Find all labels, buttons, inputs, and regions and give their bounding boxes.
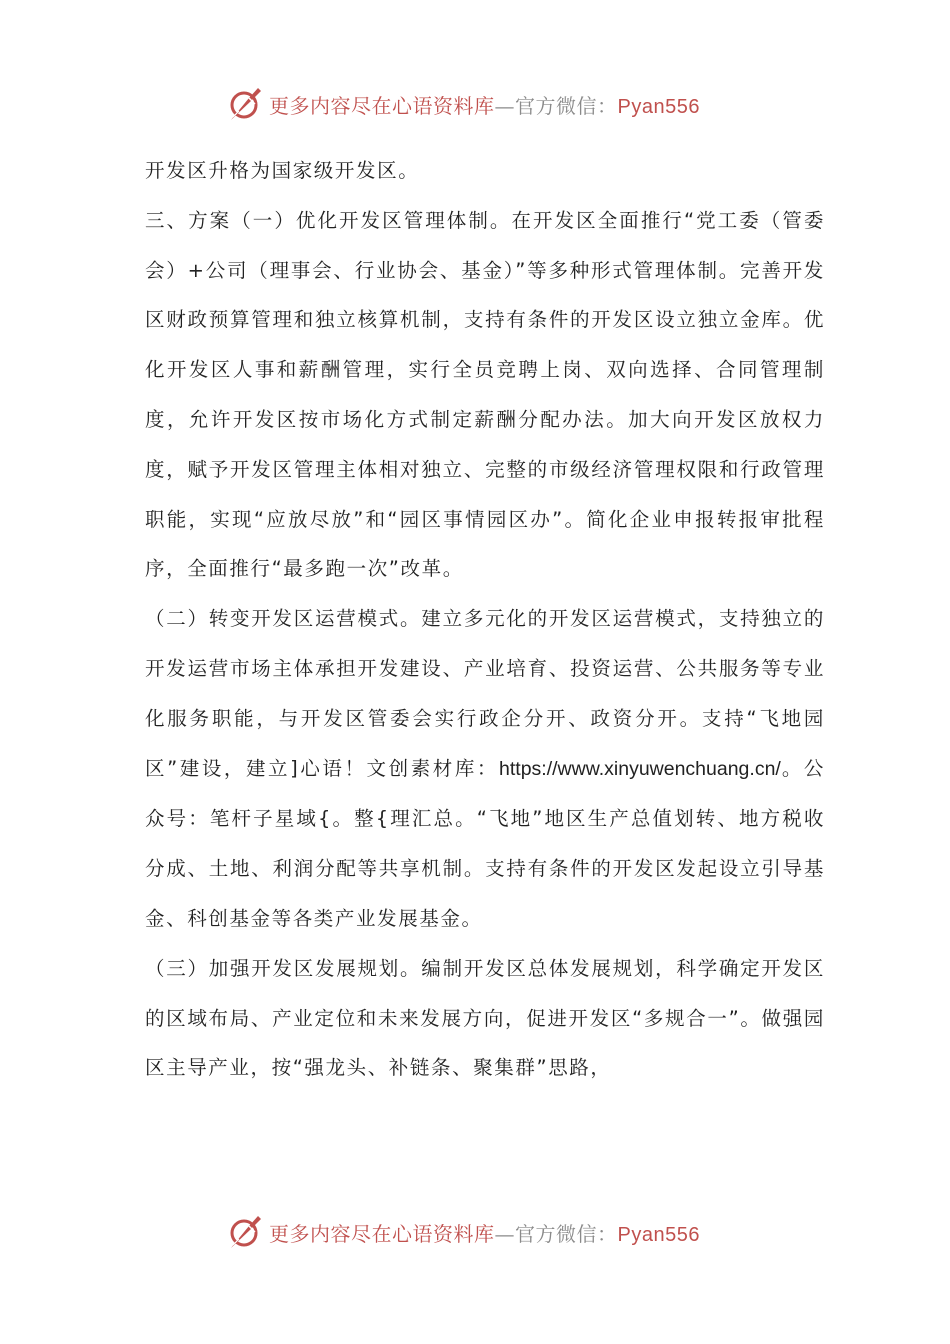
paragraph-text: 。公众号：笔杆子星域{。整{理汇总。“飞地”地区生产总值划转、地方税收分成、土地、利润分配等共享机制。支持有条件的开发区发起设立引导基金、科创基金等各类产业发展基金。 <box>145 756 825 930</box>
banner-separator: — <box>494 1221 515 1246</box>
banner-text <box>269 1218 700 1247</box>
website-url-part-1: https:// <box>499 757 558 780</box>
paragraph: （三）加强开发区发展规划。编制开发区总体发展规划，科学确定开发区的区域布局、产业定位和未来发展方向，促进开发区“多规合一”。做强园区主导产业，按“强龙头、补链条、聚集群”思路， <box>145 956 825 1080</box>
quill-pen-logo-icon <box>225 84 265 124</box>
header-banner <box>225 82 745 126</box>
banner-promo: 更多内容尽在心语资料库 <box>269 93 495 118</box>
quill-pen-logo-icon <box>225 1212 265 1252</box>
paragraph <box>145 594 825 944</box>
banner-separator: — <box>494 93 515 118</box>
banner-wechat-label: 官方微信： <box>515 93 618 118</box>
website-url-part-2: www.xinyuwenchuang.cn/ <box>557 757 781 780</box>
banner-promo: 更多内容尽在心语资料库 <box>269 1221 495 1246</box>
banner-wechat-id: Pyan556 <box>617 95 700 118</box>
banner-text <box>269 90 700 119</box>
paragraph: 三、方案（一）优化开发区管理体制。在开发区全面推行“党工委（管委会）+公司（理事会、行业协会、基金）”等多种形式管理体制。完善开发区财政预算管理和独立核算机制，支持有条件的开发区设立独立金库。优化开发区人事和薪酬管理，实行全员竞聘上岗、双向选择、合同管理制度，允许开发区按市场化方式制定薪酬分配办法。加大向开发区放权力度，赋予开发区管理主体相对独立、完整的市级经济管理权限和行政管理职能，实现“应放尽放”和“园区事情园区办”。简化企业申报转报审批程序，全面推行“最多跑一次”改革。 <box>145 208 825 581</box>
paragraph-text: （二）转变开发区运营模式。建立多元化的开发区运营模式，支持独立的开发运营市场主体承担开发建设、产业培育、投资运营、公共服务等专业化服务职能，与开发区管委会实行政企分开、政资分开。支持“飞地园区”建设，建立]心语！文创素材库： <box>145 607 825 780</box>
footer-banner <box>225 1210 745 1254</box>
paragraph: 开发区升格为国家级开发区。 <box>145 159 420 182</box>
document-body <box>145 146 825 1093</box>
banner-wechat-id: Pyan556 <box>617 1223 700 1246</box>
banner-wechat-label: 官方微信： <box>515 1221 618 1246</box>
